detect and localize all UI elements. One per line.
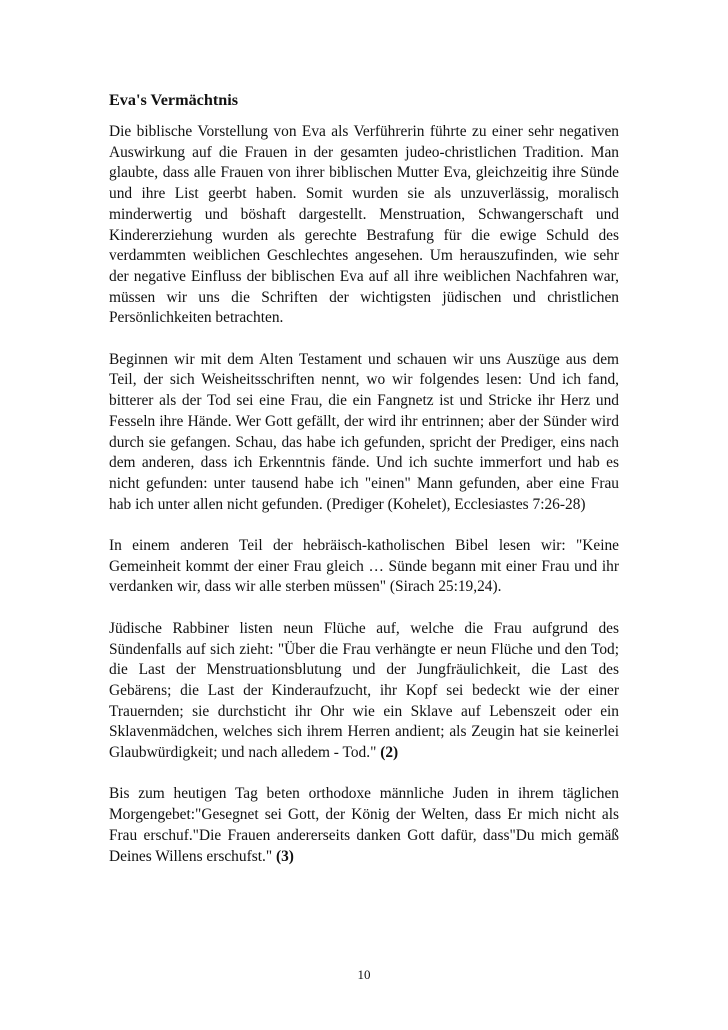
page-number: 10 [357, 967, 371, 982]
page-content [109, 90, 619, 888]
paragraph-text: In einem anderen Teil der hebräisch-katholischen Bibel lesen wir: "Keine Gemeinheit kommt der einer Frau gleich … Sünde begann mit einer Frau und ihr verdanken wir, dass wir alle sterben müssen" (Sirach 25:19,24). [109, 537, 619, 596]
footnote-reference: (2) [380, 744, 399, 762]
paragraph-rabbis-curses [109, 619, 619, 764]
footnote-reference: (3) [275, 847, 294, 865]
paragraph-eva-legacy [109, 122, 619, 329]
paragraph-old-testament [109, 350, 619, 516]
paragraph-text: Jüdische Rabbiner listen neun Flüche auf, welche die Frau aufgrund des Sündenfalls auf sich zieht: "Über die Frau verhängte er neun Flüche und den Tod; die Last der Menstruationsblutung und der Jungfräulichkeit, die Last des Gebärens; die Last der Kinderaufzucht, ihr Kopf sei bedeckt wie der einer Trauernden; sie durchsticht ihr Ohr wie ein Sklave auf Lebenszeit oder ein Sklavenmädchen, welches sich ihrem Herren andient; als Zeugin hat sie keinerlei Glaubwürdigkeit; und nach alledem - Tod." [109, 619, 619, 762]
paragraph-morning-prayer [109, 784, 619, 867]
paragraph-text: Bis zum heutigen Tag beten orthodoxe männliche Juden in ihrem täglichen Morgengebet:"Gesegnet sei Gott, der König der Welten, dass Er mich nicht als Frau erschuf."Die Frauen andererseits danken Gott dafür, dass"Du mich gemäß Deines Willens erschufst." [109, 785, 619, 865]
paragraph-text: Beginnen wir mit dem Alten Testament und schauen wir uns Auszüge aus dem Teil, der sich Weisheitsschriften nennt, wo wir folgendes lesen: Und ich fand, bitterer als der Tod sei eine Frau, die ein Fangnetz ist und Stricke ihr Herz und Fesseln ihre Hände. Wer Gott gefällt, der wird ihr entrinnen; aber der Sünder wird durch sie gefangen. Schau, das habe ich gefunden, spricht der Prediger, eins nach dem anderen, dass ich Erkenntnis fände. Und ich suchte immerfort und hab es nicht gefunden: unter tausend habe ich "einen" Mann gefunden, aber eine Frau hab ich unter allen nicht gefunden. (Prediger (Kohelet), Ecclesiastes 7:26-28) [109, 350, 619, 513]
paragraph-text: Die biblische Vorstellung von Eva als Verführerin führte zu einer sehr negativen Auswirkung auf die Frauen in der gesamten judeo-christlichen Tradition. Man glaubte, dass alle Frauen von ihrer biblischen Mutter Eva, gleichzeitig ihre Sünde und ihre List geerbt haben. Somit wurden sie als unzuverlässig, moralisch minderwertig und böshaft dargestellt. Menstruation, Schwangerschaft und Kindererziehung wurden als gerechte Bestrafung für die ewige Schuld des verdammten weiblichen Geschlechtes angesehen. Um herauszufinden, wie sehr der negative Einfluss der biblischen Eva auf all ihre weiblichen Nachfahren war, müssen wir uns die Schriften der wichtigsten jüdischen und christlichen Persönlichkeiten betrachten. [109, 123, 619, 327]
section-title: Eva's Vermächtnis [109, 91, 239, 109]
paragraph-sirach [109, 536, 619, 598]
